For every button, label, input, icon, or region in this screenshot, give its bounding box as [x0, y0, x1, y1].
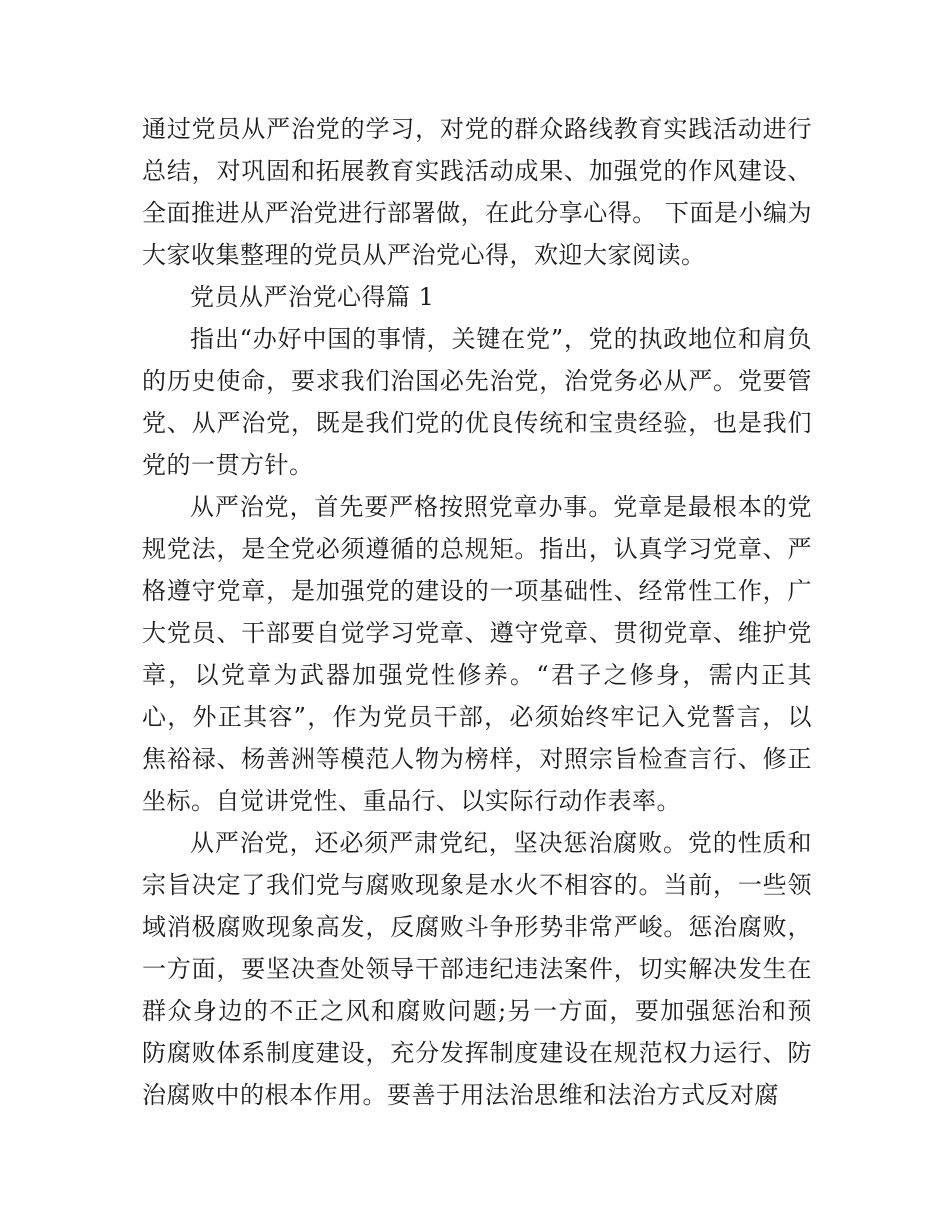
body-paragraph-2: 从严治党，首先要严格按照党章办事。党章是最根本的党规党法，是全党必须遵循的总规矩。指出，认真学习党章、严格遵守党章，是加强党的建设的一项基础性、经常性工作，广大党员、干部要自觉学习党章、遵守党章、贯彻党章、维护党章，以党章为武器加强党性修养。“君子之修身，需内正其心，外正其容”，作为党员干部，必须始终牢记入党誓言，以焦裕禄、杨善洲等模范人物为榜样，对照宗旨检查言行、修正坐标。自觉讲党性、重品行、以实际行动作表率。: [142, 493, 812, 815]
section-title: 党员从严治党心得篇 1: [190, 283, 435, 311]
intro-paragraph: 通过党员从严治党的学习，对党的群众路线教育实践活动进行总结，对巩固和拓展教育实践活动成果、加强党的作风建设、全面推进从严治党进行部署做，在此分享心得。 下面是小编为大家收集整理的党员从严治党心得，欢迎大家阅读。: [142, 115, 812, 269]
body-paragraph-1: 指出“办好中国的事情，关键在党”，党的执政地位和肩负的历史使命，要求我们治国必先治党，治党务必从严。党要管党、从严治党，既是我们党的优良传统和宝贵经验，也是我们党的一贯方针。: [142, 325, 812, 479]
body-paragraph-3: 从严治党，还必须严肃党纪，坚决惩治腐败。党的性质和宗旨决定了我们党与腐败现象是水火不相容的。当前，一些领域消极腐败现象高发，反腐败斗争形势非常严峻。惩治腐败，一方面，要坚决查处领导干部违纪违法案件，切实解决发生在群众身边的不正之风和腐败问题;另一方面，要加强惩治和预防腐败体系制度建设，充分发挥制度建设在规范权力运行、防治腐败中的根本作用。要善于用法治思维和法治方式反对腐: [142, 829, 812, 1109]
document-body: [142, 108, 812, 1116]
